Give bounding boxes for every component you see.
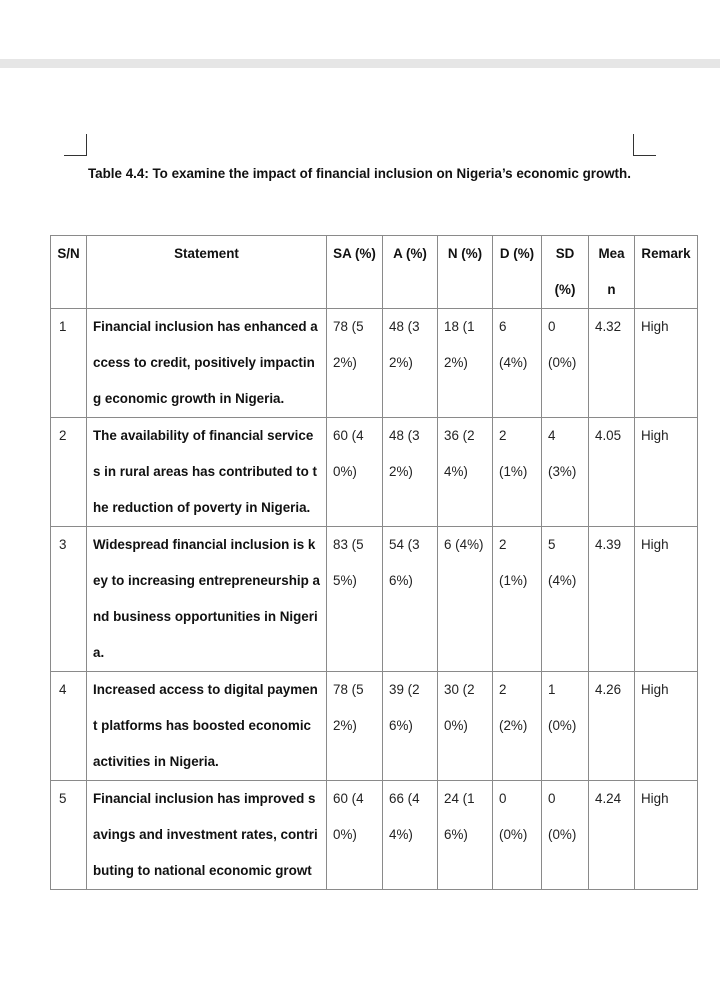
cell-n: 24 (16%) <box>438 781 493 890</box>
cell-mean: 4.32 <box>589 309 635 418</box>
header-n: N (%) <box>438 236 493 309</box>
header-remark: Remark <box>635 236 698 309</box>
cell-n: 6 (4%) <box>438 527 493 672</box>
cell-statement: Increased access to digital payment platforms has boosted economic activities in Nigeria. <box>87 672 327 781</box>
cell-remark: High <box>635 418 698 527</box>
table-row <box>51 781 698 890</box>
cell-d: 2 (1%) <box>493 527 542 672</box>
cell-a: 66 (44%) <box>383 781 438 890</box>
cell-statement: Financial inclusion has enhanced access to credit, positively impacting economic growth in Nigeria. <box>87 309 327 418</box>
cell-a: 39 (26%) <box>383 672 438 781</box>
cell-sn: 1 <box>51 309 87 418</box>
results-table <box>50 235 698 890</box>
crop-mark-left <box>64 134 87 156</box>
cell-sn: 4 <box>51 672 87 781</box>
cell-sd: 4 (3%) <box>542 418 589 527</box>
cell-remark: High <box>635 781 698 890</box>
cell-mean: 4.24 <box>589 781 635 890</box>
cell-sd: 0 (0%) <box>542 781 589 890</box>
cell-sn: 2 <box>51 418 87 527</box>
table-row <box>51 418 698 527</box>
cell-a: 48 (32%) <box>383 418 438 527</box>
cell-mean: 4.26 <box>589 672 635 781</box>
cell-d: 0 (0%) <box>493 781 542 890</box>
header-sd: SD (%) <box>542 236 589 309</box>
cell-d: 2 (2%) <box>493 672 542 781</box>
cell-statement: Widespread financial inclusion is key to increasing entrepreneurship and business opportunities in Nigeria. <box>87 527 327 672</box>
cell-sn: 5 <box>51 781 87 890</box>
table-row <box>51 309 698 418</box>
cell-sd: 5 (4%) <box>542 527 589 672</box>
cell-a: 54 (36%) <box>383 527 438 672</box>
cell-sa: 78 (52%) <box>327 672 383 781</box>
cell-statement: The availability of financial services in rural areas has contributed to the reduction of poverty in Nigeria. <box>87 418 327 527</box>
header-row <box>51 236 698 309</box>
cell-a: 48 (32%) <box>383 309 438 418</box>
cell-sa: 60 (40%) <box>327 781 383 890</box>
cell-mean: 4.05 <box>589 418 635 527</box>
header-a: A (%) <box>383 236 438 309</box>
header-statement: Statement <box>87 236 327 309</box>
crop-mark-right <box>633 134 656 156</box>
cell-remark: High <box>635 527 698 672</box>
top-divider-bar <box>0 59 720 68</box>
cell-sd: 1 (0%) <box>542 672 589 781</box>
cell-d: 6 (4%) <box>493 309 542 418</box>
header-sn: S/N <box>51 236 87 309</box>
cell-n: 36 (24%) <box>438 418 493 527</box>
table-caption: Table 4.4: To examine the impact of financial inclusion on Nigeria’s economic growth. <box>88 166 631 181</box>
cell-statement: Financial inclusion has improved savings and investment rates, contributing to national economic growt <box>87 781 327 890</box>
cell-n: 30 (20%) <box>438 672 493 781</box>
header-sa: SA (%) <box>327 236 383 309</box>
cell-sn: 3 <box>51 527 87 672</box>
cell-n: 18 (12%) <box>438 309 493 418</box>
header-d: D (%) <box>493 236 542 309</box>
table-row <box>51 527 698 672</box>
cell-mean: 4.39 <box>589 527 635 672</box>
cell-sa: 78 (52%) <box>327 309 383 418</box>
cell-sa: 83 (55%) <box>327 527 383 672</box>
cell-remark: High <box>635 672 698 781</box>
cell-sd: 0 (0%) <box>542 309 589 418</box>
cell-remark: High <box>635 309 698 418</box>
header-mean: Mean <box>589 236 635 309</box>
table-row <box>51 672 698 781</box>
cell-d: 2 (1%) <box>493 418 542 527</box>
cell-sa: 60 (40%) <box>327 418 383 527</box>
